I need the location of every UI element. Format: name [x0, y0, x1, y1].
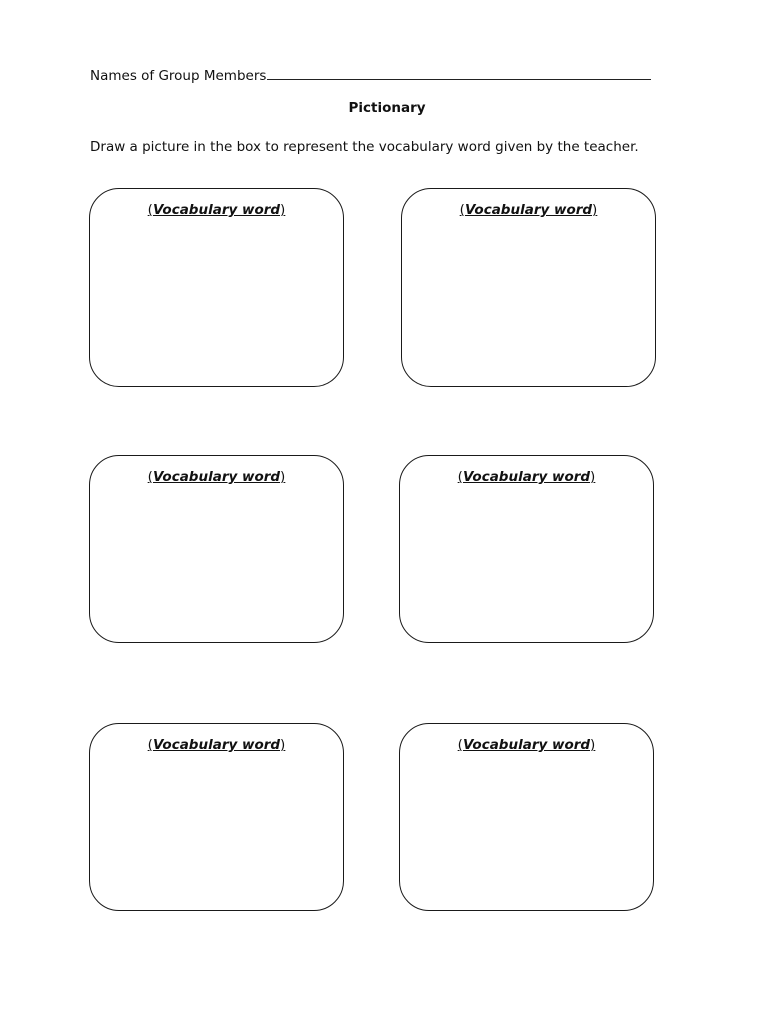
instructions-text: Draw a picture in the box to represent the vocabulary word given by the teacher. [90, 139, 639, 155]
drawing-box-1[interactable] [89, 188, 344, 387]
vocabulary-word-label [402, 202, 655, 218]
close-paren: ) [280, 202, 286, 218]
vocabulary-word-text: Vocabulary word [462, 469, 591, 485]
group-members-label: Names of Group Members [90, 68, 267, 84]
vocabulary-word-label [90, 737, 343, 753]
vocabulary-word-text: Vocabulary word [152, 202, 281, 218]
close-paren: ) [280, 737, 286, 753]
vocabulary-word-text: Vocabulary word [464, 202, 593, 218]
open-paren: ( [147, 469, 153, 485]
open-paren: ( [457, 469, 463, 485]
open-paren: ( [147, 202, 153, 218]
vocabulary-word-label [400, 737, 653, 753]
close-paren: ) [280, 469, 286, 485]
open-paren: ( [457, 737, 463, 753]
open-paren: ( [147, 737, 153, 753]
drawing-box-2[interactable] [401, 188, 656, 387]
open-paren: ( [459, 202, 465, 218]
vocabulary-word-text: Vocabulary word [152, 469, 281, 485]
group-members-blank[interactable] [267, 65, 651, 80]
vocabulary-word-label [400, 469, 653, 485]
drawing-box-6[interactable] [399, 723, 654, 911]
vocabulary-word-text: Vocabulary word [462, 737, 591, 753]
close-paren: ) [590, 737, 596, 753]
vocabulary-word-label [90, 469, 343, 485]
drawing-box-5[interactable] [89, 723, 344, 911]
drawing-box-4[interactable] [399, 455, 654, 643]
vocabulary-word-text: Vocabulary word [152, 737, 281, 753]
page-title: Pictionary [348, 100, 426, 116]
close-paren: ) [592, 202, 598, 218]
group-members-line [90, 65, 651, 84]
drawing-box-3[interactable] [89, 455, 344, 643]
close-paren: ) [590, 469, 596, 485]
vocabulary-word-label [90, 202, 343, 218]
